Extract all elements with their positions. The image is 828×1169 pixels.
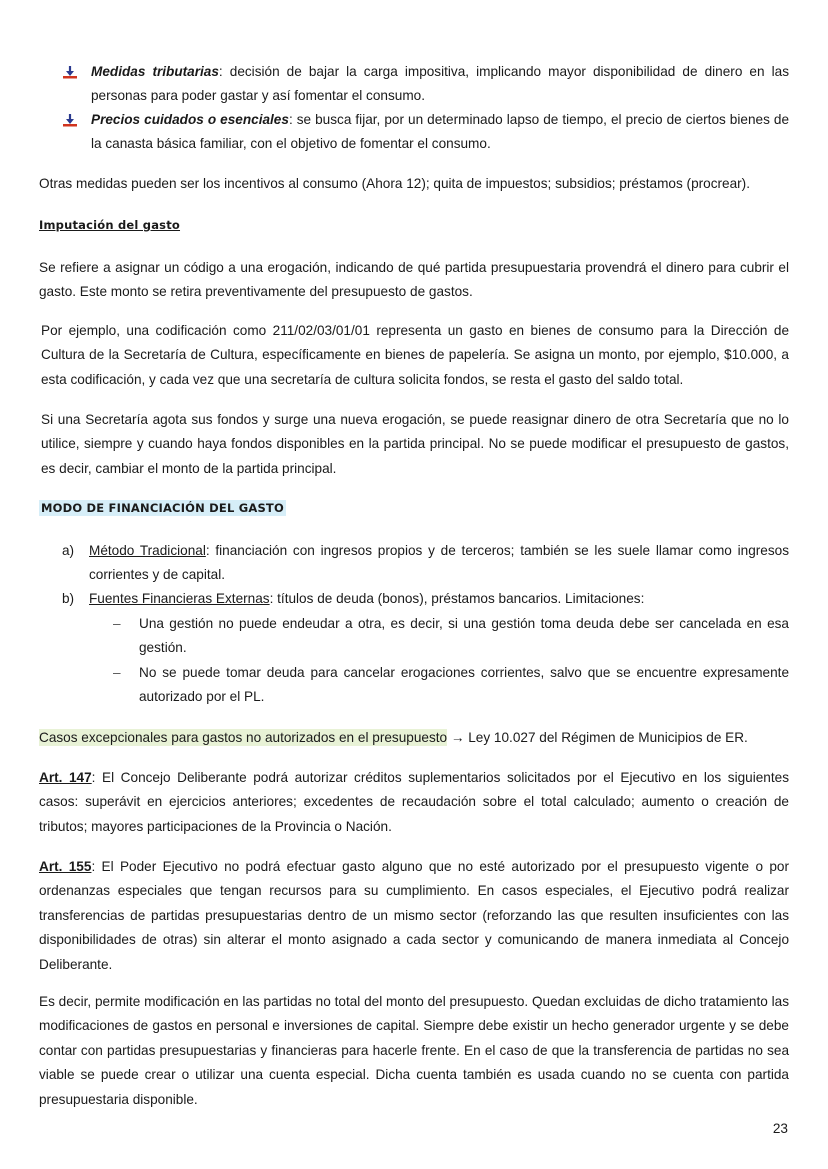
art155-label: Art. 155 <box>39 859 92 874</box>
list-text: : títulos de deuda (bonos), préstamos bancarios. Limitaciones: <box>269 591 645 606</box>
bullet-term: Medidas tributarias <box>91 64 219 79</box>
list-term: Fuentes Financieras Externas <box>89 591 270 606</box>
paragraph-art155 <box>39 855 789 977</box>
bullet-text: : decisión de bajar la carga impositiva, implicando mayor disponibilidad de dinero en las personas para poder gastar y así fomentar el consumo. <box>91 64 789 104</box>
paragraph-otras: Otras medidas pueden ser los incentivos al consumo (Ahora 12); quita de impuestos; subsidios; préstamos (procrear). <box>39 176 750 191</box>
arrow-right-icon: → <box>450 730 465 745</box>
dash-item <box>113 612 789 661</box>
bullet-item <box>62 60 789 109</box>
list-text: : financiación con ingresos propios y de terceros; también se les suele llamar como ingresos corrientes y de capital. <box>89 543 789 583</box>
dash-marker: – <box>113 665 121 680</box>
bullet-term: Precios cuidados o esenciales <box>91 112 289 127</box>
casos-rest: Ley 10.027 del Régimen de Municipios de ER. <box>464 730 748 745</box>
paragraph-imputacion-1: Se refiere a asignar un código a una erogación, indicando de qué partida presupuestaria provendrá el dinero para cubrir el gasto. Este monto se retira preventivamente del presupuesto de gastos. <box>39 260 789 300</box>
arrow-bullet-icon <box>62 64 78 78</box>
list-label: a) <box>62 543 75 558</box>
list-item <box>62 539 789 588</box>
arrow-bullet-icon <box>62 112 78 126</box>
paragraph-imputacion-3: Si una Secretaría agota sus fondos y surge una nueva erogación, se puede reasignar dinero de otra Secretaría que no lo utilice, siempre y cuando haya fondos disponibles en la partida principal. No se puede modificar el presupuesto de gastos, es decir, cambiar el monto de la partida principal. <box>41 412 789 476</box>
art147-text: : El Concejo Deliberante podrá autorizar créditos suplementarios solicitados por el Ejecutivo en los siguientes casos: superávit en ejercicios anteriores; excedentes de recaudación sobre el total calculado; aumento o creación de tributos; mayores participaciones de la Provincia o Nación. <box>39 770 789 834</box>
dash-marker: – <box>113 616 121 631</box>
paragraph-imputacion-2: Por ejemplo, una codificación como 211/02/03/01/01 representa un gasto en bienes de consumo para la Dirección de Cultura de la Secretaría de Cultura, específicamente en bienes de papelería. Se asigna un monto, por ejemplo, $10.000, a esta codificación, y cada vez que una secretaría de cultura solicita fondos, se resta el gasto del saldo total. <box>41 323 789 387</box>
dash-text: No se puede tomar deuda para cancelar erogaciones corrientes, salvo que se encuentre expresamente autorizado por el PL. <box>139 665 789 705</box>
dash-text: Una gestión no puede endeudar a otra, es decir, si una gestión toma deuda debe ser cancelada en esa gestión. <box>139 616 789 656</box>
paragraph-final: Es decir, permite modificación en las partidas no total del monto del presupuesto. Quedan excluidas de dicho tratamiento las modificaciones de gastos en personal e inversiones de capital. Siempre debe existir un hecho generador urgente y se debe contar con partidas presupuestarias y financieras para hacerle frente. En el caso de que la transferencia de partidas no sea viable se puede crear o utilizar una cuenta especial. Dicha cuenta también es usada cuando no se cuenta con partida presupuestaria disponible. <box>39 994 789 1107</box>
heading-imputacion: Imputación del gasto <box>39 218 181 232</box>
bullet-text: : se busca fijar, por un determinado lapso de tiempo, el precio de ciertos bienes de la canasta básica familiar, con el objetivo de fomentar el consumo. <box>91 112 790 152</box>
list-term: Método Tradicional <box>89 543 206 558</box>
list-label: b) <box>62 591 75 606</box>
casos-highlight: Casos excepcionales para gastos no autorizados en el presupuesto <box>39 730 448 745</box>
art155-text: : El Poder Ejecutivo no podrá efectuar gasto alguno que no esté autorizado por el presupuesto vigente o por ordenanzas especiales que tengan recursos para su cumplimiento. En casos especiales, el Ejecutivo podrá realizar transferencias de partidas presupuestarias dentro de un mismo sector (reforzando las que resulten insuficientes con las disponibilidades de otras) sin alterar el monto asignado a cada sector y comunicando de manera inmediata al Concejo Deliberante. <box>39 859 789 972</box>
paragraph-art147 <box>39 766 789 839</box>
dash-item <box>113 661 789 710</box>
paragraph-casos <box>39 726 789 750</box>
heading-modo: MODO DE FINANCIACIÓN DEL GASTO <box>41 501 284 515</box>
bullet-item <box>62 108 789 157</box>
page-number: 23 <box>772 1121 788 1136</box>
list-item <box>62 587 789 611</box>
art147-label: Art. 147 <box>39 770 92 785</box>
